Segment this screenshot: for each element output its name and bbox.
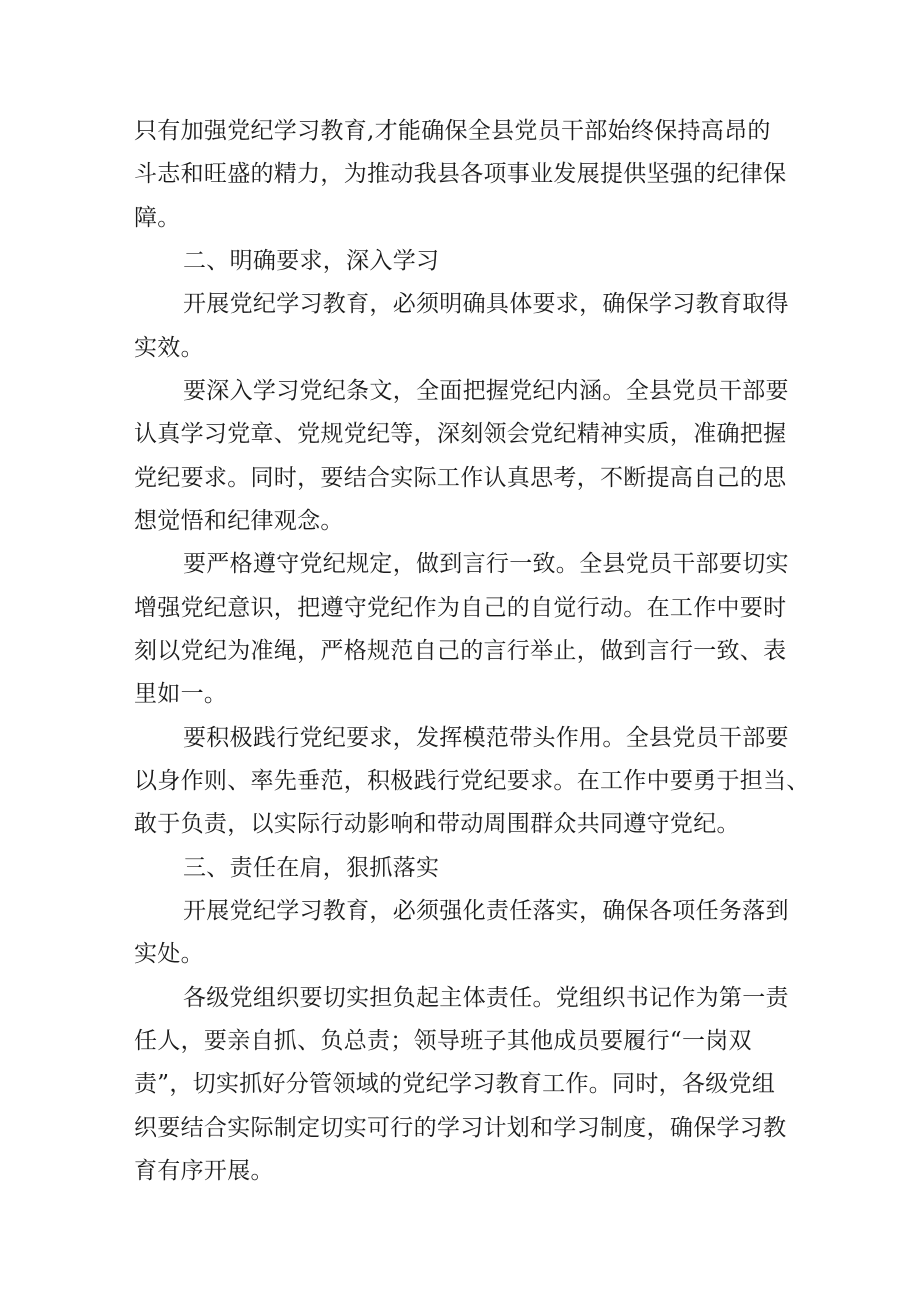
text-line: 要深入学习党纪条文，全面把握党纪内涵。全县党员干部要	[183, 378, 789, 404]
text-line: 各级党组织要切实担负起主体责任。党组织书记作为第一责	[183, 985, 789, 1011]
text-line: 开展党纪学习教育，必须强化责任落实，确保各项任务落到	[183, 898, 789, 924]
text-line: 实处。	[134, 941, 204, 967]
section-heading-2: 二、明确要求，深入学习	[183, 248, 440, 274]
text-line: 织要结合实际制定切实可行的学习计划和学习制度，确保学习教	[134, 1115, 787, 1141]
text-line: 只有加强党纪学习教育,才能确保全县党员干部始终保持高昂的	[134, 118, 771, 144]
text-line: 想觉悟和纪律观念。	[134, 508, 344, 534]
text-line: 斗志和旺盛的精力，为推动我县各项事业发展提供坚强的纪律保	[134, 161, 787, 187]
text-line: 育有序开展。	[134, 1158, 274, 1184]
text-line: 任人，要亲自抓、负总责；领导班子其他成员要履行“一岗双	[134, 1028, 752, 1054]
text-line: 里如一。	[134, 681, 228, 707]
section-heading-3: 三、责任在肩，狠抓落实	[183, 855, 440, 881]
text-line: 障。	[134, 205, 181, 231]
text-line: 增强党纪意识，把遵守党纪作为自己的自觉行动。在工作中要时	[134, 595, 787, 621]
text-line: 敢于负责，以实际行动影响和带动周围群众共同遵守党纪。	[134, 811, 740, 837]
text-line: 开展党纪学习教育，必须明确具体要求，确保学习教育取得	[183, 291, 789, 317]
text-line: 以身作则、率先垂范，积极践行党纪要求。在工作中要勇于担当、	[134, 768, 810, 794]
text-line: 要积极践行党纪要求，发挥模范带头作用。全县党员干部要	[183, 725, 789, 751]
text-line: 责”，切实抓好分管领域的党纪学习教育工作。同时，各级党组	[134, 1071, 776, 1097]
text-line: 要严格遵守党纪规定，做到言行一致。全县党员干部要切实	[183, 551, 789, 577]
text-line: 刻以党纪为准绳，严格规范自己的言行举止，做到言行一致、表	[134, 638, 787, 664]
text-line: 党纪要求。同时，要结合实际工作认真思考，不断提高自己的思	[134, 465, 787, 491]
text-line: 认真学习党章、党规党纪等，深刻领会党纪精神实质，准确把握	[134, 421, 787, 447]
text-line: 实效。	[134, 335, 204, 361]
